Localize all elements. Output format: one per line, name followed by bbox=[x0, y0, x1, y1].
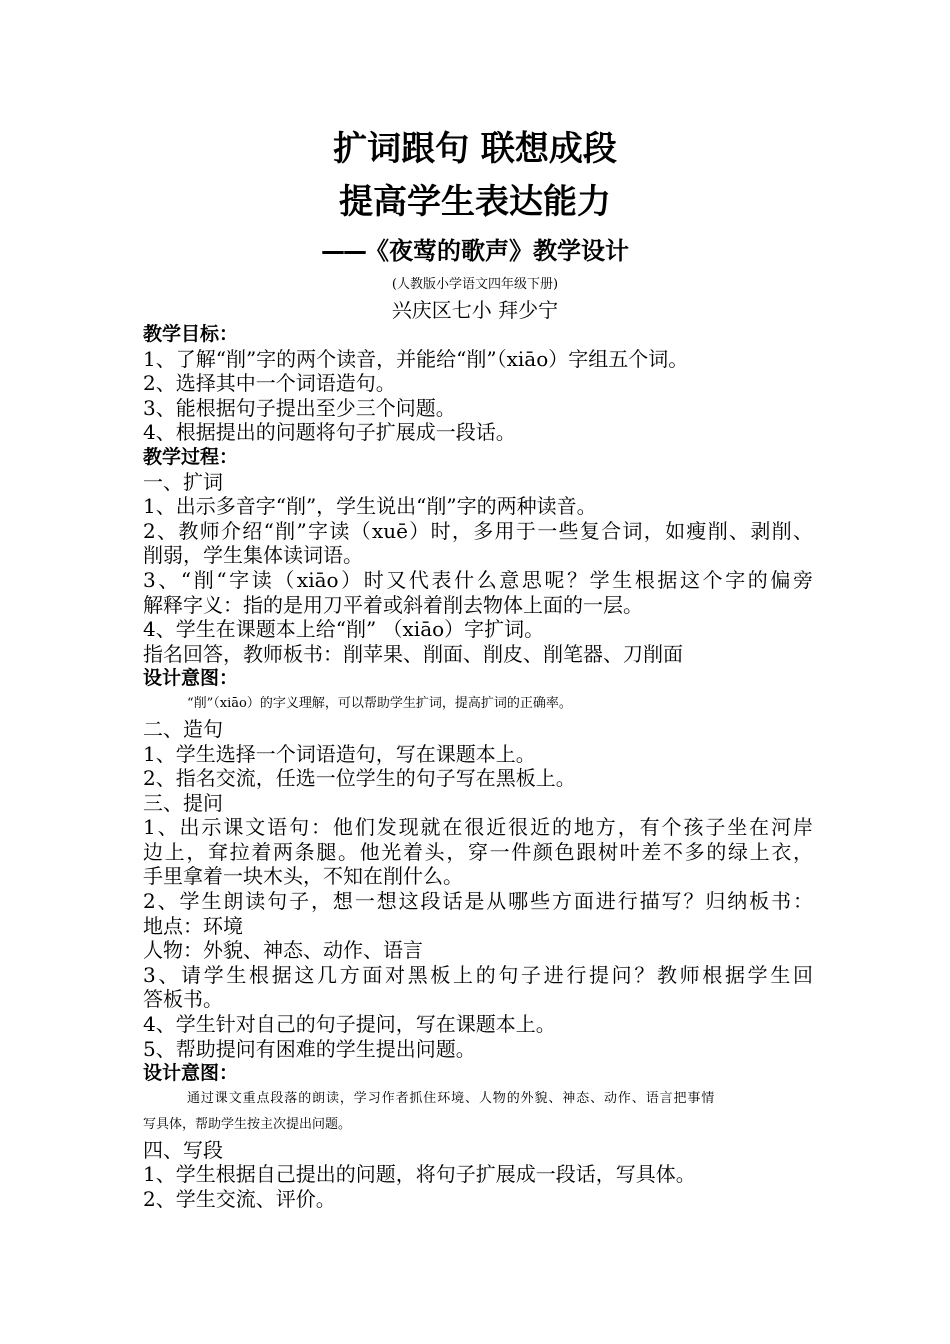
paragraph-line: 5、帮助提问有困难的学生提出问题。 bbox=[143, 1036, 476, 1061]
goal-item: 2、选择其中一个词语造句。 bbox=[143, 371, 396, 396]
paragraph-line: 地点：环境 bbox=[143, 913, 243, 938]
design-intent-heading: 设计意图： bbox=[143, 1062, 239, 1085]
design-intent-text: 通过课文重点段落的朗读，学习作者抓住环境、人物的外貌、神态、动作、语言把事情 bbox=[187, 1090, 716, 1106]
paragraph-line: 2、指名交流，任选一位学生的句子写在黑板上。 bbox=[143, 766, 576, 791]
paragraph-line: 边上，耷拉着两条腿。他光着头，穿一件颜色跟树叶差不多的绿上衣， bbox=[143, 839, 813, 864]
goal-item: 3、能根据句子提出至少三个问题。 bbox=[143, 395, 456, 420]
paragraph-line: 削弱，学生集体读词语。 bbox=[143, 543, 363, 568]
section-title: 一、扩词 bbox=[143, 469, 223, 494]
paragraph-line: 3、请学生根据这几方面对黑板上的句子进行提问？教师根据学生回 bbox=[143, 962, 813, 987]
section-title: 二、造句 bbox=[143, 716, 223, 741]
design-intent-text: “削”（xiāo）的字义理解，可以帮助学生扩词，提高扩词的正确率。 bbox=[187, 695, 572, 711]
author: 兴庆区七小 拜少宁 bbox=[391, 298, 559, 322]
process-heading: 教学过程： bbox=[143, 445, 239, 468]
paragraph-line: 4、学生在课题本上给“削” （xiāo）字扩词。 bbox=[143, 617, 545, 642]
goal-item: 4、根据提出的问题将句子扩展成一段话。 bbox=[143, 420, 516, 445]
section-title: 三、提问 bbox=[143, 790, 223, 815]
paragraph-line: 3、“削“字读（xiāo）时又代表什么意思呢？学生根据这个字的偏旁 bbox=[143, 567, 813, 592]
title-line-1: 扩词跟句 联想成段 bbox=[333, 129, 617, 169]
edition-note: (人教版小学语文四年级下册) bbox=[391, 277, 559, 292]
design-intent-heading: 设计意图： bbox=[143, 667, 239, 690]
paragraph-line: 4、学生针对自己的句子提问，写在课题本上。 bbox=[143, 1012, 556, 1037]
paragraph-line: 指名回答，教师板书：削苹果、削面、削皮、削笔器、刀削面 bbox=[143, 641, 683, 666]
paragraph-line: 2、学生交流、评价。 bbox=[143, 1187, 336, 1211]
paragraph-line: 2、学生朗读句子，想一想这段话是从哪些方面进行描写？归纳板书： bbox=[143, 889, 813, 914]
paragraph-line: 答板书。 bbox=[143, 987, 223, 1012]
design-intent-text: 写具体，帮助学生按主次提出问题。 bbox=[143, 1116, 352, 1132]
paragraph-line: 手里拿着一块木头，不知在削什么。 bbox=[143, 864, 463, 889]
paragraph-line: 1、学生选择一个词语造句，写在课题本上。 bbox=[143, 741, 536, 766]
goal-item: 1、了解“削”字的两个读音，并能给“削”（xiāo）字组五个词。 bbox=[143, 346, 689, 371]
title-line-2: 提高学生表达能力 bbox=[339, 182, 611, 222]
subtitle-text: 《夜莺的歌声》教学设计 bbox=[365, 237, 629, 265]
subtitle bbox=[0, 234, 950, 268]
paragraph-line: 1、出示课文语句：他们发现就在很近很近的地方，有个孩子坐在河岸 bbox=[143, 815, 813, 840]
paragraph-line: 2、教师介绍“削”字读（xuē）时，多用于一些复合词，如瘦削、剥削、 bbox=[143, 518, 813, 543]
subtitle-dash: —— bbox=[321, 237, 365, 265]
paragraph-line: 人物：外貌、神态、动作、语言 bbox=[143, 938, 423, 963]
goals-heading: 教学目标： bbox=[143, 323, 239, 345]
paragraph-line: 1、出示多音字“削”，学生说出“削”字的两种读音。 bbox=[143, 494, 597, 519]
paragraph-line: 解释字义：指的是用刀平着或斜着削去物体上面的一层。 bbox=[143, 592, 643, 617]
document-body bbox=[143, 322, 813, 1212]
section-title: 四、写段 bbox=[143, 1137, 223, 1162]
paragraph-line: 1、学生根据自己提出的问题，将句子扩展成一段话，写具体。 bbox=[143, 1162, 696, 1187]
